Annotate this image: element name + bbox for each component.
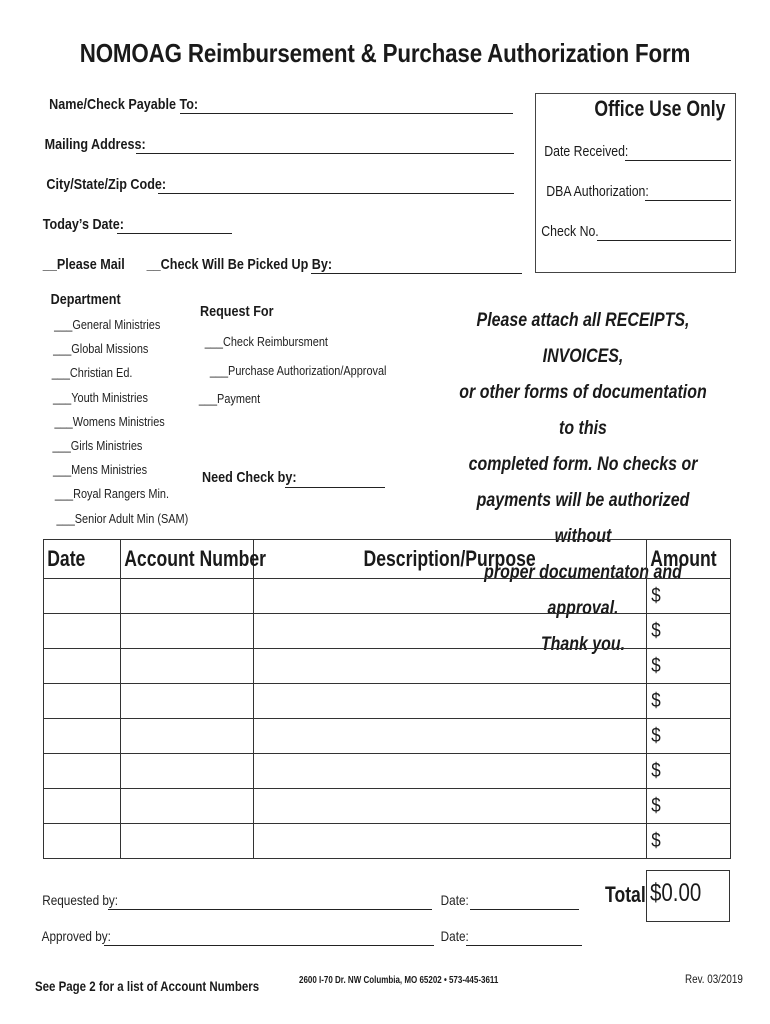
description-cell[interactable] <box>254 579 647 614</box>
account-cell[interactable] <box>121 649 254 684</box>
department-option[interactable]: ___Mens Ministries <box>52 462 148 477</box>
date-cell[interactable] <box>44 754 121 789</box>
table-row <box>44 789 731 824</box>
description-cell[interactable] <box>254 649 647 684</box>
date-column-header: Date <box>44 540 121 579</box>
date-cell[interactable] <box>44 684 121 719</box>
revision-label: Rev. 03/2019 <box>685 972 743 986</box>
address-input[interactable] <box>136 153 514 154</box>
requested-by-label: Requested by: <box>42 892 119 908</box>
table-row <box>44 684 731 719</box>
department-option[interactable]: ___Christian Ed. <box>51 365 133 380</box>
requested-date-label: Date: <box>440 892 469 908</box>
need-check-by-label: Need Check by: <box>202 469 297 486</box>
request-option[interactable]: ___Check Reimbursment <box>204 334 328 349</box>
description-cell[interactable] <box>254 789 647 824</box>
need-check-by-input[interactable] <box>285 487 385 488</box>
footer-address: 2600 I-70 Dr. NW Columbia, MO 65202 • 573-445-3611 <box>299 975 499 986</box>
pickup-input[interactable] <box>311 273 522 274</box>
notice-line: Thank you. <box>540 634 626 655</box>
office-use-title: Office Use Only <box>594 96 726 121</box>
description-cell[interactable] <box>254 754 647 789</box>
city-input[interactable] <box>158 193 514 194</box>
date-received-input[interactable] <box>625 160 731 161</box>
city-label: City/State/Zip Code: <box>46 176 167 193</box>
notice-line: completed form. No checks or <box>468 454 698 475</box>
amount-cell[interactable]: $ <box>647 824 731 859</box>
department-option[interactable]: ___Girls Ministries <box>52 438 143 453</box>
description-cell[interactable] <box>254 719 647 754</box>
notice-line: or other forms of documentation to this <box>459 382 707 439</box>
amount-cell[interactable]: $ <box>647 614 731 649</box>
date-cell[interactable] <box>44 719 121 754</box>
pickup-label: __Check Will Be Picked Up By: <box>146 256 333 273</box>
date-received-label: Date Received: <box>544 143 629 160</box>
date-cell[interactable] <box>44 789 121 824</box>
department-option[interactable]: ___Global Missions <box>53 341 149 356</box>
amount-cell[interactable]: $ <box>647 649 731 684</box>
description-cell[interactable] <box>254 614 647 649</box>
date-cell[interactable] <box>44 824 121 859</box>
table-row <box>44 824 731 859</box>
date-cell[interactable] <box>44 614 121 649</box>
amount-cell[interactable]: $ <box>647 579 731 614</box>
notice-line: Please attach all RECEIPTS, INVOICES, <box>476 310 690 367</box>
department-heading: Department <box>50 291 121 308</box>
date-cell[interactable] <box>44 579 121 614</box>
account-cell[interactable] <box>121 789 254 824</box>
description-cell[interactable] <box>254 824 647 859</box>
department-option[interactable]: ___Royal Rangers Min. <box>54 486 169 501</box>
table-header-row <box>44 540 731 579</box>
date-cell[interactable] <box>44 649 121 684</box>
amount-cell[interactable]: $ <box>647 719 731 754</box>
account-cell[interactable] <box>121 719 254 754</box>
notice-line: proper documentaton and approval. <box>484 562 682 619</box>
description-cell[interactable] <box>254 684 647 719</box>
department-option[interactable]: ___Senior Adult Min (SAM) <box>56 511 189 526</box>
address-label: Mailing Address: <box>44 136 146 153</box>
approved-by-input[interactable] <box>104 945 434 946</box>
amount-cell[interactable]: $ <box>647 789 731 824</box>
total-label: Total <box>605 882 646 907</box>
amount-column-header: Amount <box>647 540 731 579</box>
approved-date-input[interactable] <box>466 945 582 946</box>
request-for-heading: Request For <box>200 303 274 320</box>
account-cell[interactable] <box>121 614 254 649</box>
description-column-header: Description/Purpose <box>254 540 647 579</box>
payable-label: Name/Check Payable To: <box>49 96 199 113</box>
expense-table <box>43 539 731 859</box>
requested-date-input[interactable] <box>470 909 579 910</box>
request-option[interactable]: ___Purchase Authorization/Approval <box>209 363 387 378</box>
today-input[interactable] <box>117 233 232 234</box>
dba-authorization-input[interactable] <box>645 200 731 201</box>
amount-cell[interactable]: $ <box>647 754 731 789</box>
table-row <box>44 754 731 789</box>
department-option[interactable]: ___Womens Ministries <box>54 414 165 429</box>
dba-authorization-label: DBA Authorization: <box>546 183 649 200</box>
request-option[interactable]: ___Payment <box>198 391 261 406</box>
department-option[interactable]: ___General Ministries <box>54 317 161 332</box>
total-value: $0.00 <box>650 879 702 907</box>
payable-input[interactable] <box>180 113 513 114</box>
table-row <box>44 579 731 614</box>
check-no-input[interactable] <box>597 240 731 241</box>
table-row <box>44 719 731 754</box>
table-row <box>44 614 731 649</box>
table-row <box>44 649 731 684</box>
today-label: Today’s Date: <box>42 216 124 233</box>
form-title: NOMOAG Reimbursement & Purchase Authorization Form <box>79 38 691 68</box>
account-numbers-note: See Page 2 for a list of Account Numbers <box>35 978 260 994</box>
account-cell[interactable] <box>121 824 254 859</box>
notice-line: payments will be authorized without <box>476 490 690 547</box>
approved-date-label: Date: <box>440 928 469 944</box>
requested-by-input[interactable] <box>108 909 432 910</box>
approved-by-label: Approved by: <box>41 928 111 944</box>
check-no-label: Check No. <box>541 223 599 240</box>
department-option[interactable]: ___Youth Ministries <box>53 390 148 405</box>
account-cell[interactable] <box>121 579 254 614</box>
account-cell[interactable] <box>121 684 254 719</box>
amount-cell[interactable]: $ <box>647 684 731 719</box>
please-mail-option[interactable]: __Please Mail <box>42 256 125 273</box>
account-number-column-header: Account Number <box>121 540 254 579</box>
account-cell[interactable] <box>121 754 254 789</box>
